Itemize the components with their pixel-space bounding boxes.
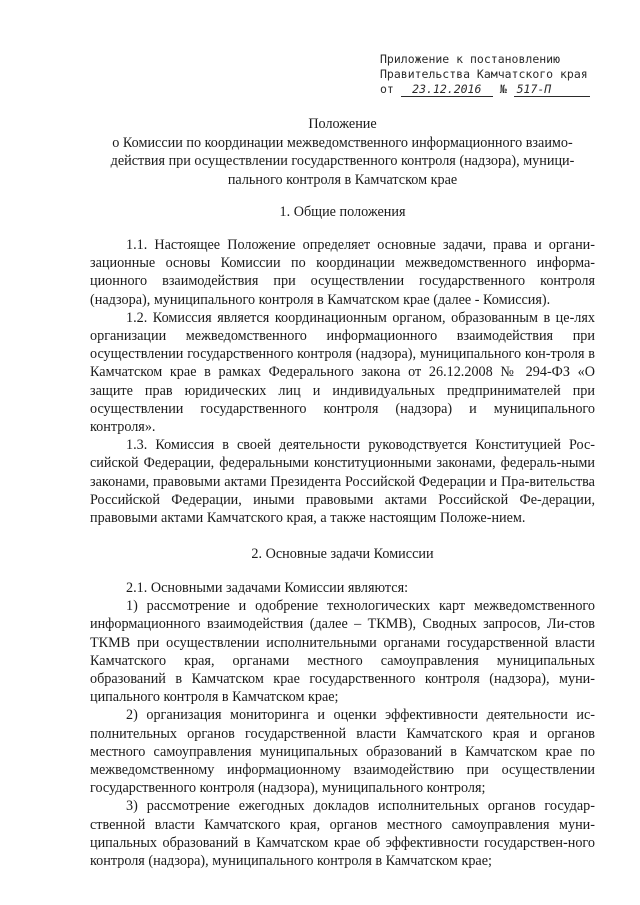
appendix-line-2: Правительства Камчатского края [380,67,588,81]
appendix-number: 517-П [514,83,590,97]
document-title [90,115,595,189]
section-1-heading: 1. Общие положения [279,204,406,220]
paragraph-1-2: 1.2. Комиссия является координационным органом, образованным в це-лях организации межведомственного информационного взаимодействия при осуществлении государственного контроля (надзора), муниципального кон-троля в Камчатском крае в рамках Федерального закона от 26.12.2008 № 294-ФЗ «О защите прав юридических лиц и индивидуальных предпринимателей при осуществлении государственного контроля (надзора) и муниципального контроля». [90,309,595,436]
section-2-heading: 2. Основные задачи Комиссии [251,546,434,562]
paragraph-1-3: 1.3. Комиссия в своей деятельности руководствуется Конституцией Рос-сийской Федерации, федеральными конституционными законами, федераль-ными законами, правовыми актами Президента Российской Федерации и Пра-вительства Российской Федерации, иными правовыми актами Российской Фе-дерации, правовыми актами Камчатского края, а также настоящим Положе-нием. [90,437,595,527]
appendix-line-1: Приложение к постановлению [380,52,561,66]
paragraph-2-1: 2.1. Основными задачами Комиссии являются: [126,580,409,596]
title-subtitle: о Комиссии по координации межведомственного информационного взаимо-действия при осуществлении государственного контроля (надзора), муници-пального контроля в Камчатском крае [110,134,575,188]
appendix-number-label: № [499,82,507,96]
appendix-header [380,52,620,97]
paragraph-2-item-2: 2) организация мониторинга и оценки эффективности деятельности ис-полнительных органов государственной власти Камчатского края и органов местного самоуправления муниципальных образований в Камчатском крае по межведомственному информационному взаимодействию при осуществлении государственного контроля (надзора), муниципального контроля; [90,707,595,797]
appendix-line-3 [380,82,620,97]
appendix-from-label: от [380,82,394,96]
appendix-date: 23.12.2016 [401,83,493,97]
paragraph-2-item-3: 3) рассмотрение ежегодных докладов исполнительных органов государ-ственной власти Камчатского края, органов местного самоуправления муни-ципальных образований в Камчатском крае об эффективности государствен-ного контроля (надзора), муниципального контроля в Камчатском крае; [90,798,595,870]
paragraph-2-item-1: 1) рассмотрение и одобрение технологических карт межведомственного информационного взаимодействия (далее – ТКМВ), Сводных запросов, Ли-стов ТКМВ при осуществлении исполнительными органами государственной власти Камчатского края, органами местного самоуправления муниципальных образований в Камчатском крае государственного контроля (надзора), муни-ципального контроля в Камчатском крае; [90,598,595,706]
section-2-body [90,579,595,870]
paragraph-1-1: 1.1. Настоящее Положение определяет основные задачи, права и органи-зационные основы Комиссии по координации межведомственного информа-ционного взаимодействия при осуществлении государственного контроля (надзора), муниципального контроля в Камчатском крае (далее - Комиссия). [90,237,595,308]
section-1-body [90,236,595,527]
title-heading: Положение [308,116,377,132]
